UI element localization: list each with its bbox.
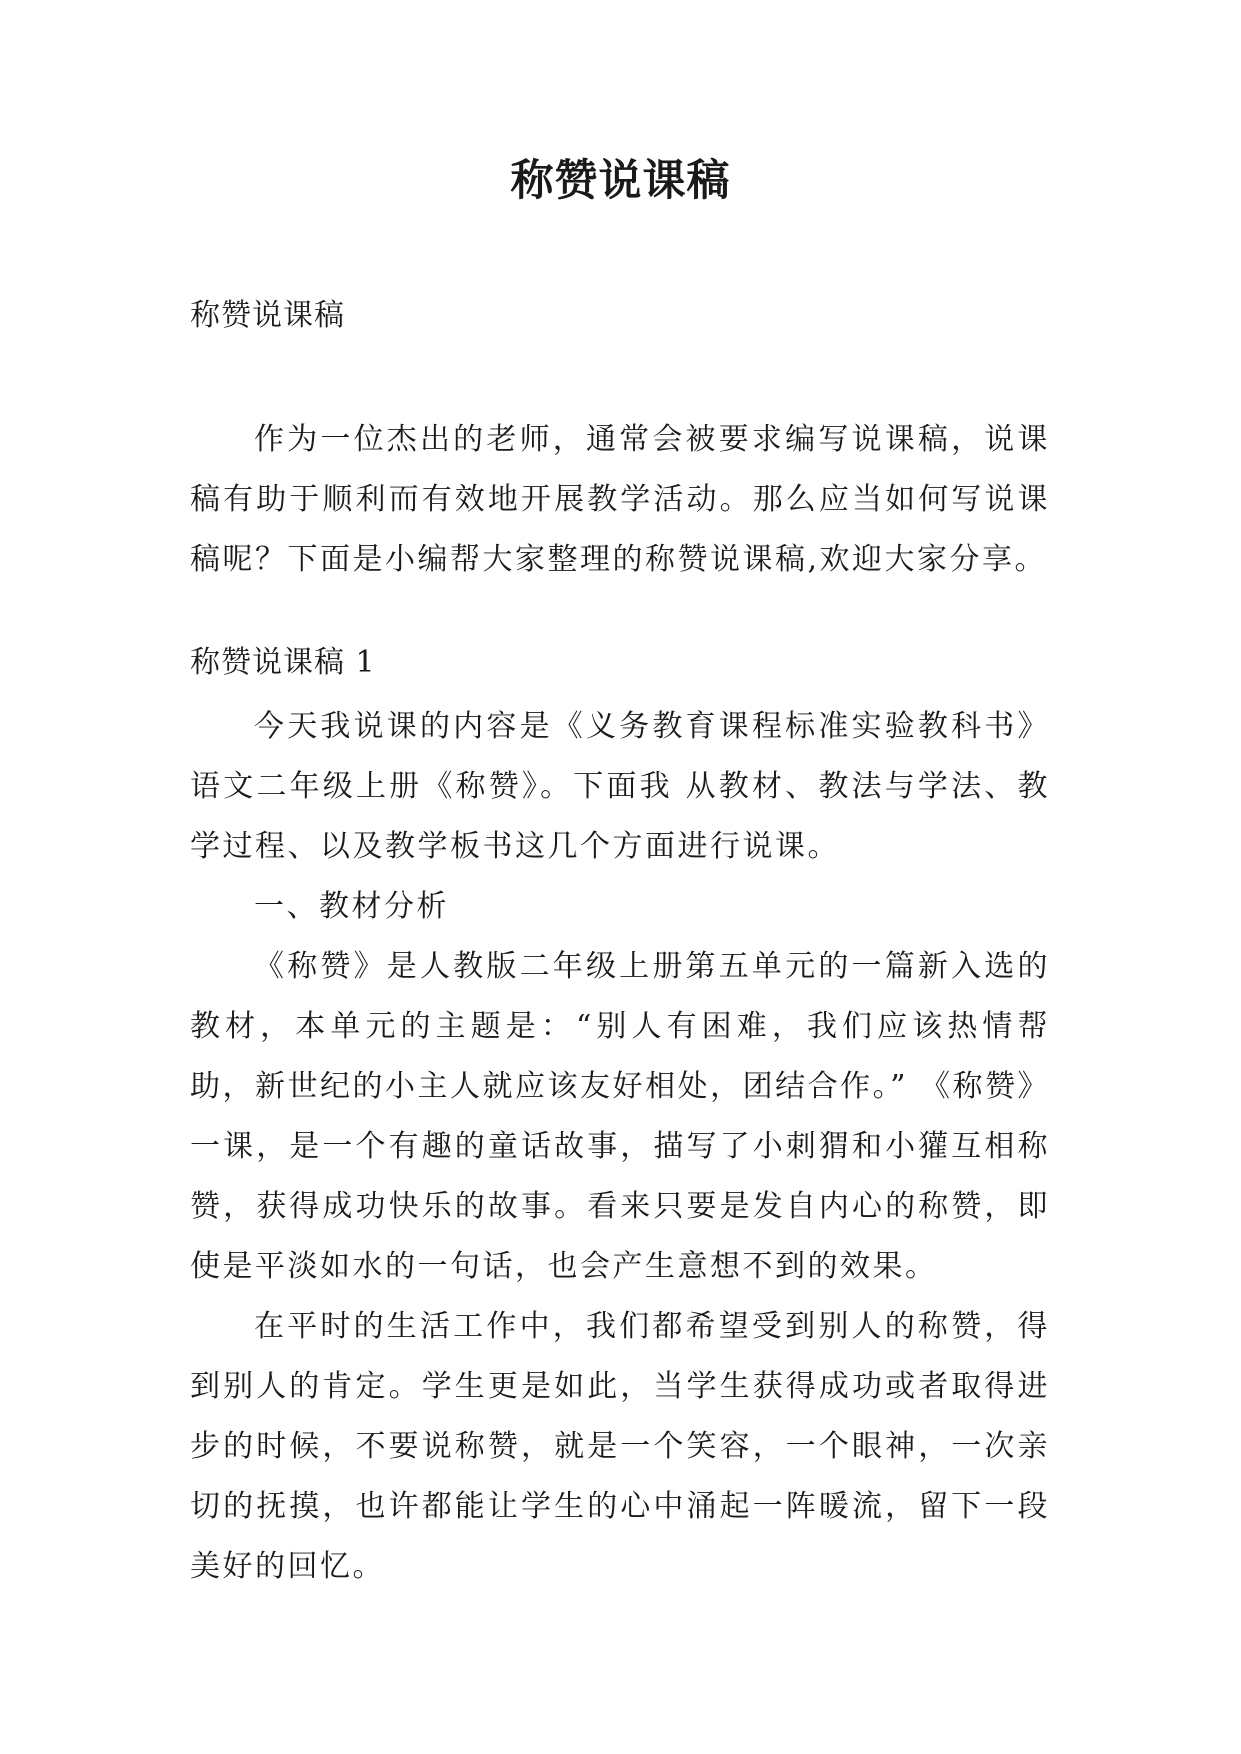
page-title: 称赞说课稿 [510, 156, 731, 206]
body-paragraph: 《称赞》是人教版二年级上册第五单元的一篇新入选的教材，本单元的主题是：“别人有困难，我们应该热情帮助，新世纪的小主人就应该友好相处，团结合作。” 《称赞》一课，是一个有趣的童话故事，描写了小刺猬和小獾互相称赞，获得成功快乐的故事。看来只要是发自内心的称赞，即使是平淡如水的一句话，也会产生意想不到的效果。 [190, 949, 1050, 1284]
body-paragraph: 在平时的生活工作中，我们都希望受到别人的称赞，得到别人的肯定。学生更是如此，当学生获得成功或者取得进步的时候，不要说称赞，就是一个笑容，一个眼神，一次亲切的抚摸，也许都能让学生的心中涌起一阵暖流，留下一段美好的回忆。 [190, 1309, 1050, 1584]
document-subtitle: 称赞说课稿 [190, 298, 345, 333]
body-paragraph: 今天我说课的内容是《义务教育课程标准实验教科书》语文二年级上册《称赞》。下面我 从教材、教法与学法、教学过程、以及教学板书这几个方面进行说课。 [190, 709, 1050, 864]
intro-paragraph: 作为一位杰出的老师，通常会被要求编写说课稿，说课稿有助于顺利而有效地开展教学活动。那么应当如何写说课稿呢？下面是小编帮大家整理的称赞说课稿,欢迎大家分享。 [190, 422, 1050, 577]
section-heading: 称赞说课稿 1 [190, 645, 376, 680]
subsection-heading: 一、教材分析 [254, 889, 449, 924]
